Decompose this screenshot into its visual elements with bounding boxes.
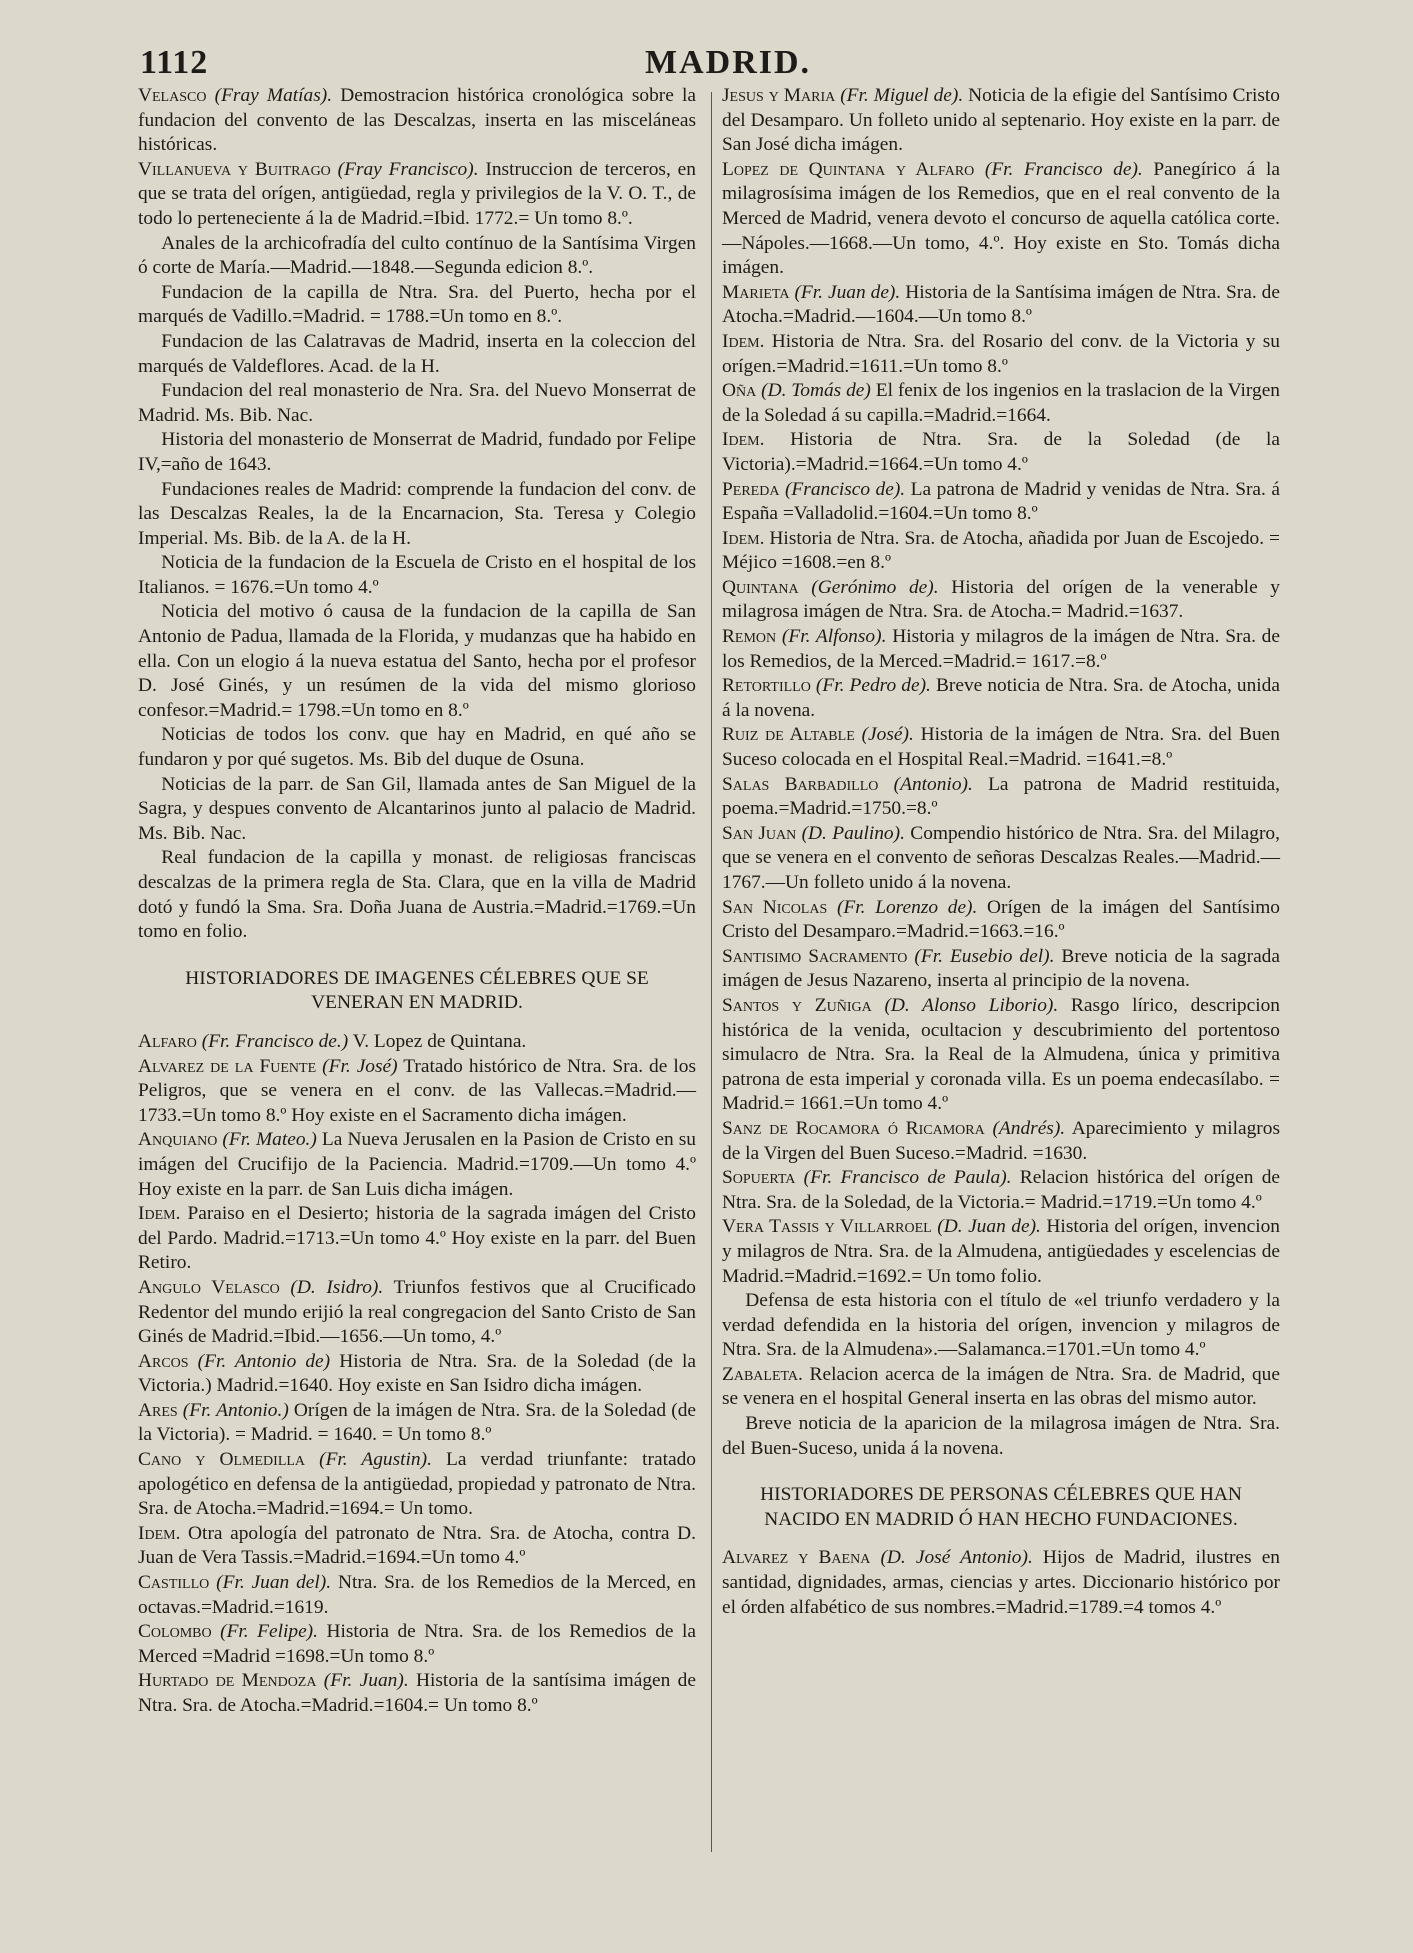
entry-author-note: (D. Juan de). — [937, 1216, 1041, 1238]
entry-author: Alvarez y Baena — [722, 1547, 871, 1569]
entry-author-note: (Fr. Francisco de.) — [201, 1030, 349, 1052]
entry-text: Otra apología del patronato de Ntra. Sra. de Atocha, contra D. Juan de Vera Tassis.=Madrid.=1694.=Un tomo 4.º — [138, 1522, 696, 1569]
entry-text: Relacion acerca de la imágen de Ntra. Sra. de Madrid, que se venera en el hospital General inserta en las obras del mismo autor. — [722, 1363, 1280, 1410]
section-heading-personas: HISTORIADORES DE PERSONAS CÉLEBRES QUE HAN NACIDO EN MADRID Ó HAN HECHO FUNDACIONES. — [760, 1484, 1242, 1530]
entry-text: La Nueva Jerusalen en la Pasion de Cristo en su imágen del Crucifijo de la Paciencia. Madrid.=1709.—Un tomo 4.º Hoy existe en la parr. de San Luis dicha imágen. — [138, 1129, 696, 1200]
entry-author: Jesus y Maria — [722, 85, 836, 106]
entry-author-note: (Fr. Eusebio del). — [914, 945, 1055, 967]
entry-text: Historia del orígen, invencion y milagros de Ntra. Sra. de la Almudena, antigüedades y escelencias de Madrid.=Madrid.=1692.= Un tomo folio. — [722, 1216, 1280, 1287]
entry-text: Breve noticia de la sagrada imágen de Jesus Nazareno, inserta al principio de la novena. — [722, 945, 1280, 992]
bibliography-entry — [138, 1571, 696, 1620]
entry-author-note: (Fray Matías). — [214, 85, 333, 106]
entry-text: Demostracion histórica cronológica sobre la fundacion del convento de las Descalzas, inserta en las misceláneas históricas. — [138, 85, 696, 156]
entry-text: La patrona de Madrid y venidas de Ntra. Sra. á España =Valladolid.=1604.=Un tomo 8.º — [722, 478, 1280, 525]
column-divider — [711, 92, 712, 1852]
bibliography-entry — [138, 1202, 696, 1276]
entry-author-note: (Fr. Francisco de). — [984, 158, 1143, 180]
bibliography-entry — [722, 945, 1280, 994]
entry-author-note: (Fr. Francisco de Paula). — [803, 1167, 1012, 1189]
entry-author-note: (Fr. Lorenzo de). — [836, 896, 978, 918]
entry-text: Fundacion del real monasterio de Nra. Sra. del Nuevo Monserrat de Madrid. Ms. Bib. Nac. — [138, 380, 696, 426]
entry-author: Ruiz de Altable — [722, 724, 855, 746]
entry-author-note: (Fr. Juan de). — [794, 281, 901, 303]
entry-text: Noticias de la parr. de San Gil, llamada antes de San Miguel de la Sagra, y despues convento de Alcantarinos junto al palacio de Madrid. Ms. Bib. Nac. — [138, 773, 696, 844]
bibliography-entry — [138, 1522, 696, 1571]
right-column — [722, 84, 1280, 1620]
entry-author: Hurtado de Mendoza — [138, 1670, 317, 1692]
entry-author-note: (Gerónimo de). — [811, 576, 939, 598]
entry-author: Marieta — [722, 281, 790, 303]
bibliography-entry — [722, 527, 1280, 576]
entry-author: Salas Barbadillo — [722, 773, 879, 795]
entry-author-note: (Fr. Felipe). — [220, 1621, 318, 1643]
bibliography-entry — [722, 674, 1280, 723]
bibliography-entry — [722, 1546, 1280, 1620]
bibliography-entry — [138, 773, 696, 847]
bibliography-entry — [722, 1117, 1280, 1166]
bibliography-entry — [138, 330, 696, 379]
entry-text: Paraiso en el Desierto; historia de la sagrada imágen del Cristo del Pardo. Madrid.=1713.=Un tomo 4.º Hoy existe en la parr. del Buen Retiro. — [138, 1203, 696, 1274]
entry-text: Defensa de esta historia con el título de «el triunfo verdadero y la verdad defendida en la historia del orígen, invencion y milagros de Ntra. Sra. de la Almudena».—Salamanca.=1701.=Un tomo 4.º — [722, 1290, 1280, 1361]
entry-author-note: (Fr. Miguel de). — [840, 85, 964, 106]
entry-author: Idem. — [722, 330, 765, 352]
entry-author-note: (D. Isidro). — [290, 1276, 384, 1298]
entry-author: Anquiano — [138, 1129, 218, 1151]
entry-text: Historia de Ntra. Sra. de Atocha, añadida por Juan de Escojedo. = Méjico =1608.=en 8.º — [722, 527, 1280, 574]
bibliography-entry — [722, 896, 1280, 945]
entry-text: Breve noticia de Ntra. Sra. de Atocha, unida á la novena. — [722, 675, 1280, 721]
entry-author: San Nicolas — [722, 896, 828, 918]
bibliography-entry — [138, 1350, 696, 1399]
entry-text: Instruccion de terceros, en que se trata del orígen, antigüedad, regla y privilegios de la V. O. T., de todo lo perteneciente á la de Madrid.=Ibid. 1772.= Un tomo 8.º. — [138, 158, 696, 229]
entry-text: Orígen de la imágen del Santísimo Cristo del Desamparo.=Madrid.=1663.=16.º — [722, 896, 1280, 943]
entry-text: Triunfos festivos que al Crucificado Redentor del mundo erijió la real congregacion del Santo Cristo de San Ginés de Madrid.=Ibid.—1656.—Un tomo, 4.º — [138, 1276, 696, 1348]
entry-author-note: (Fray Francisco). — [337, 158, 479, 180]
entry-text: Hijos de Madrid, ilustres en santidad, dignidades, armas, ciencias y artes. Diccionario histórico por el órden alfabético de sus nombres.=Madrid.=1789.=4 tomos 4.º — [722, 1547, 1280, 1618]
bibliography-entry — [722, 994, 1280, 1117]
entry-author-note: (Fr. Juan). — [323, 1670, 409, 1692]
entry-text: Historia de la santísima imágen de Ntra. Sra. de Atocha.=Madrid.=1604.= Un tomo 8.º — [138, 1670, 696, 1716]
bibliography-entry — [138, 1030, 696, 1055]
entry-text: La patrona de Madrid restituida, poema.=Madrid.=1750.=8.º — [722, 773, 1280, 820]
bibliography-entry — [138, 281, 696, 330]
entry-author: Zabaleta. — [722, 1363, 803, 1385]
entry-text: Historia de Ntra. Sra. de los Remedios de la Merced =Madrid =1698.=Un tomo 8.º — [138, 1621, 696, 1667]
entry-text: Fundacion de las Calatravas de Madrid, inserta en la coleccion del marqués de Valdeflores. Acad. de la H. — [138, 330, 696, 377]
bibliography-entry — [722, 1289, 1280, 1363]
entry-author-note: (Fr. Antonio de) — [197, 1350, 331, 1372]
imagenes-entries — [138, 1030, 696, 1719]
entry-author-note: (Francisco de). — [784, 478, 906, 500]
bibliography-entry — [722, 1363, 1280, 1412]
entry-text: Noticia de la fundacion de la Escuela de Cristo en el hospital de los Italianos. = 1676.=Un tomo 4.º — [138, 552, 696, 598]
entry-text: Historia de Ntra. Sra. de la Soledad (de la Victoria.) Madrid.=1640. Hoy existe en San Isidro dicha imágen. — [138, 1350, 696, 1397]
bibliography-entry — [722, 723, 1280, 772]
entry-author-note: (José). — [861, 724, 914, 746]
entry-author-note: (Fr. Juan del). — [216, 1572, 332, 1594]
entry-author: Lopez de Quintana y Alfaro — [722, 158, 975, 180]
bibliography-entry — [138, 1276, 696, 1350]
entry-author: Cano y Olmedilla — [138, 1449, 306, 1471]
entry-author: Villanueva y Buitrago — [138, 158, 331, 180]
entry-author: Idem. — [722, 527, 765, 549]
bibliography-entry — [722, 84, 1280, 158]
bibliography-entry — [138, 1399, 696, 1448]
entry-text: Historia de Ntra. Sra. de la Soledad (de la Victoria).=Madrid.=1664.=Un tomo 4.º — [722, 429, 1280, 475]
entry-text: Aparecimiento y milagros de la Virgen del Buen Suceso.=Madrid. =1630. — [722, 1117, 1280, 1164]
entry-author: Idem. — [722, 429, 765, 451]
entry-text: Historia de la Santísima imágen de Ntra. Sra. de Atocha.=Madrid.—1604.—Un tomo 8.º — [722, 281, 1280, 328]
bibliography-entry — [138, 1669, 696, 1718]
section-heading-imagenes: HISTORIADORES DE IMAGENES CÉLEBRES QUE SE VENERAN EN MADRID. — [185, 967, 649, 1014]
entry-author: Sanz de Rocamora ó Ricamora — [722, 1117, 985, 1139]
bibliography-entry — [722, 158, 1280, 281]
entry-author: Quintana — [722, 576, 799, 598]
bibliography-entry — [138, 84, 696, 158]
bibliography-entry — [138, 846, 696, 944]
bibliography-entry — [722, 428, 1280, 477]
entry-author: Santisimo Sacramento — [722, 945, 908, 967]
bibliography-entry — [722, 773, 1280, 822]
entry-author: San Juan — [722, 822, 797, 844]
entry-text: Tratado histórico de Ntra. Sra. de los Peligros, que se venera en el conv. de las Vallecas.=Madrid.—1733.=Un tomo 8.º Hoy existe en el Sacramento dicha imágen. — [138, 1055, 696, 1126]
personas-entries — [722, 1546, 1280, 1620]
bibliography-entry — [722, 576, 1280, 625]
bibliography-entry — [138, 1055, 696, 1129]
entry-author: Angulo Velasco — [138, 1276, 280, 1298]
entry-text: Historia y milagros de la imágen de Ntra. Sra. de los Remedios, de la Merced.=Madrid.= 1617.=8.º — [722, 626, 1280, 672]
entry-text: Compendio histórico de Ntra. Sra. del Milagro, que se venera en el convento de señoras Descalzas Reales.—Madrid.—1767.—Un folleto unido á la novena. — [722, 822, 1280, 893]
entry-author-note: (Fr. Antonio.) — [182, 1399, 289, 1421]
entry-author: Alfaro — [138, 1030, 197, 1052]
bibliography-entry — [138, 600, 696, 723]
entry-author-note: (D. Alonso Liborio). — [884, 994, 1059, 1016]
bibliography-entry — [722, 625, 1280, 674]
entry-author: Ares — [138, 1399, 178, 1421]
entry-text: Historia de Ntra. Sra. del Rosario del conv. de la Victoria y su orígen.=Madrid.=1611.=Un tomo 8.º — [722, 330, 1280, 377]
entry-author-note: (Fr. Pedro de). — [815, 675, 931, 697]
page-header — [140, 44, 1290, 88]
entry-author: Remon — [722, 626, 777, 648]
entry-text: Panegírico á la milagrosísima imágen de los Remedios, que en el real convento de la Merced de Madrid, venera devoto el concurso de aquella católica corte.—Nápoles.—1668.—Un tomo, 4.º. Hoy existe en Sto. Tomás dicha imágen. — [722, 158, 1280, 279]
entry-author-note: (Antonio). — [893, 773, 973, 795]
bibliography-entry — [722, 822, 1280, 896]
bibliography-entry — [722, 1215, 1280, 1289]
bibliography-entry — [138, 232, 696, 281]
bibliography-entry — [138, 379, 696, 428]
bibliography-entry — [138, 551, 696, 600]
entry-author: Pereda — [722, 478, 780, 500]
bibliography-entry — [138, 158, 696, 232]
entry-author: Colombo — [138, 1621, 212, 1643]
entry-text: El fenix de los ingenios en la traslacion de la Virgen de la Soledad á su capilla.=Madrid.=1664. — [722, 380, 1281, 426]
entry-text: Historia del monasterio de Monserrat de Madrid, fundado por Felipe IV,=año de 1643. — [138, 429, 696, 475]
entry-text: Rasgo lírico, descripcion histórica de la venida, ocultacion y descubrimiento del portentoso simulacro de Ntra. Sra. la Real de la Almudena, única y primitiva patrona de esta imperial y coronada villa. Es un poema endecasílabo. = Madrid.= 1661.=Un tomo 4.º — [722, 994, 1280, 1115]
entry-text: Fundacion de la capilla de Ntra. Sra. del Puerto, hecha por el marqués de Vadillo.=Madrid. = 1788.=Un tomo en 8.º. — [138, 281, 696, 328]
entry-text: Noticia del motivo ó causa de la fundacion de la capilla de San Antonio de Padua, llamada de la Florida, y mudanzas que ha habido en ella. Con un elogio á la nueva estatua del Santo, hecha por el profesor D. José Ginés, y un resúmen de la vida del mismo glorioso confesor.=Madrid.= 1798.=Un tomo en 8.º — [138, 601, 696, 721]
entry-text: Ntra. Sra. de los Remedios de la Merced, en octavas.=Madrid.=1619. — [138, 1572, 696, 1618]
entry-author-note: (D. José Antonio). — [880, 1547, 1033, 1569]
right-entries — [722, 84, 1280, 1461]
bibliography-entry — [138, 1128, 696, 1202]
bibliography-entry — [138, 1620, 696, 1669]
bibliography-entry — [722, 379, 1280, 428]
bibliography-entry — [138, 723, 696, 772]
bibliography-entry — [722, 330, 1280, 379]
entry-author: Arcos — [138, 1350, 189, 1372]
entry-author: Oña — [722, 380, 757, 402]
bibliography-entry — [138, 478, 696, 552]
bibliography-entry — [722, 1412, 1280, 1461]
entry-author: Castillo — [138, 1572, 210, 1594]
entry-text: La verdad triunfante: tratado apologético en defensa de la antigüedad, propiedad y patronato de Ntra. Sra. de Atocha.=Madrid.=1694.= Un tomo. — [138, 1449, 696, 1520]
entry-author-note: (Fr. José) — [322, 1055, 398, 1077]
bibliography-entry — [138, 428, 696, 477]
entry-author-note: (Fr. Agustin). — [319, 1449, 432, 1471]
entry-text: Relacion histórica del orígen de Ntra. Sra. de la Soledad, de la Victoria.= Madrid.=1719.=Un tomo 4.º — [722, 1167, 1280, 1213]
entry-text: Breve noticia de la aparicion de la milagrosa imágen de Ntra. Sra. del Buen-Suceso, unida á la novena. — [722, 1413, 1280, 1459]
entry-text: Anales de la archicofradía del culto contínuo de la Santísima Virgen ó corte de María.—Madrid.—1848.—Segunda edicion 8.º. — [138, 232, 696, 279]
entry-text: Noticias de todos los conv. que hay en Madrid, en qué año se fundaron y por qué sugetos. Ms. Bib del duque de Osuna. — [138, 724, 696, 771]
entry-author: Santos y Zuñiga — [722, 994, 872, 1016]
entry-text: Noticia de la efigie del Santísimo Cristo del Desamparo. Un folleto unido al septenario. Hoy existe en la parr. de San José dicha imágen. — [722, 85, 1280, 156]
entry-author-note: (Fr. Alfonso). — [781, 626, 887, 648]
entry-author-note: (D. Tomás de) — [761, 380, 871, 402]
entry-author: Retortillo — [722, 675, 811, 697]
entry-text: Historia de la imágen de Ntra. Sra. del Buen Suceso colocada en el Hospital Real.=Madrid. =1641.=8.º — [722, 724, 1280, 771]
bibliography-entry — [722, 281, 1280, 330]
entry-text: V. Lopez de Quintana. — [348, 1030, 527, 1052]
entry-author: Velasco — [138, 85, 207, 106]
entry-author: Idem. — [138, 1203, 181, 1225]
entry-author: Alvarez de la Fuente — [138, 1055, 317, 1077]
running-title: MADRID. — [645, 44, 812, 81]
entry-text: Orígen de la imágen de Ntra. Sra. de la Soledad (de la Victoria). = Madrid. = 1640. = Un tomo 8.º — [138, 1399, 696, 1446]
entry-author-note: (D. Paulino). — [801, 822, 905, 844]
entry-author-note: (Fr. Mateo.) — [222, 1129, 317, 1151]
entry-text: Historia del orígen de la venerable y milagrosa imágen de Ntra. Sra. de Atocha.= Madrid.=1637. — [722, 576, 1280, 623]
entry-author: Vera Tassis y Villarroel — [722, 1216, 932, 1238]
entry-text: Real fundacion de la capilla y monast. de religiosas franciscas descalzas de la primera regla de Sta. Clara, que en la villa de Madrid dotó y fundó la Sma. Sra. Doña Juana de Austria.=Madrid.=1769.=Un tomo en folio. — [138, 847, 696, 943]
entry-author-note: (Andrés). — [992, 1117, 1066, 1139]
bibliography-entry — [722, 478, 1280, 527]
entry-author: Idem. — [138, 1522, 181, 1544]
left-column — [138, 84, 696, 1719]
left-entries — [138, 84, 696, 945]
entry-text: Fundaciones reales de Madrid: comprende la fundacion del conv. de las Descalzas Reales, la de la Encarnacion, Sta. Teresa y Colegio Imperial. Ms. Bib. de la A. de la H. — [138, 478, 696, 549]
entry-author: Sopuerta — [722, 1167, 796, 1189]
bibliography-entry — [722, 1166, 1280, 1215]
bibliography-entry — [138, 1448, 696, 1522]
page-number: 1112 — [140, 44, 209, 81]
